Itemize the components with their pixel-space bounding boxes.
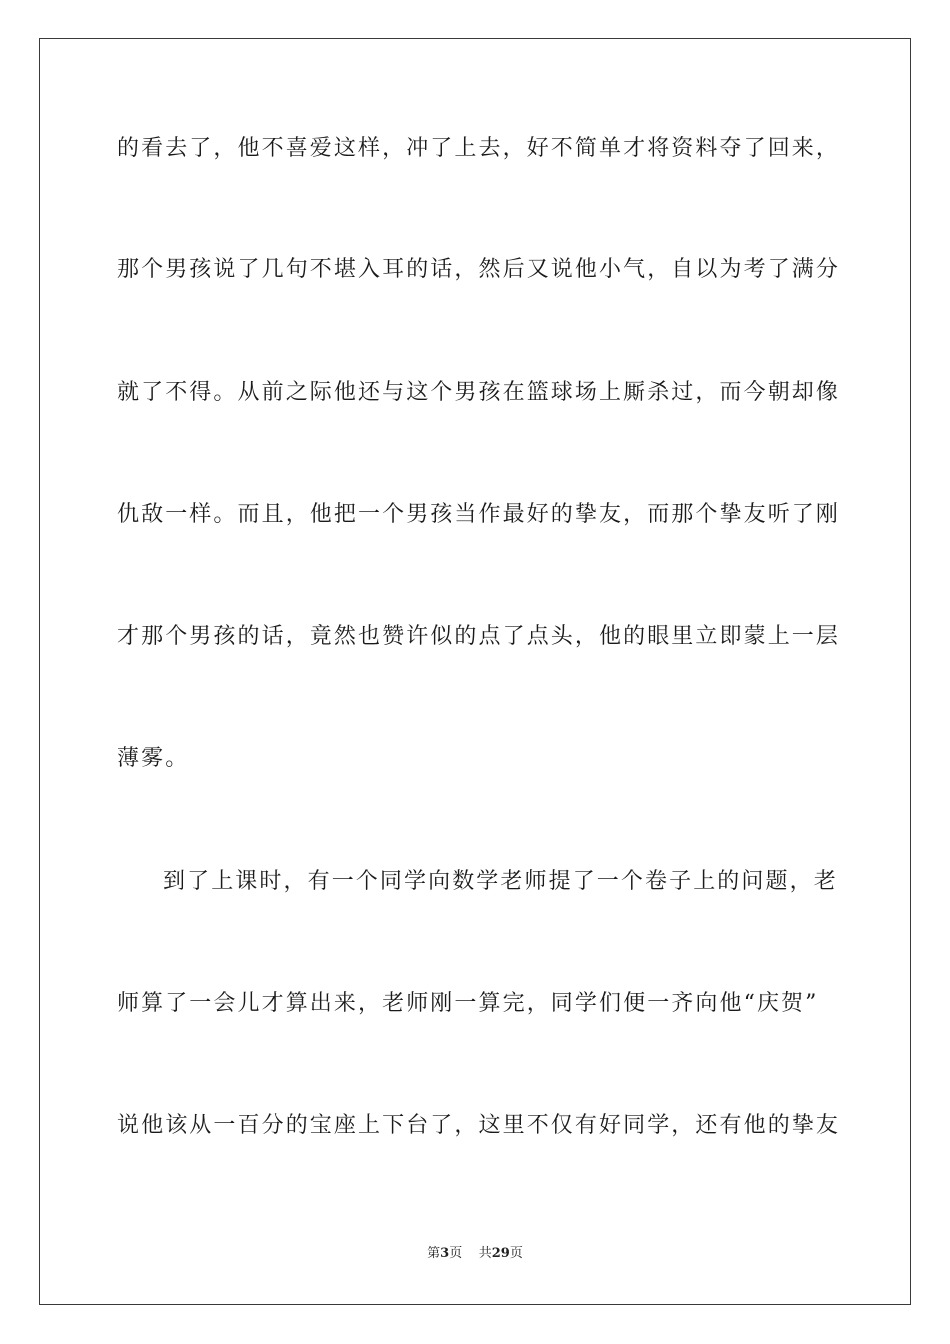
body-text-line-5: 才那个男孩的话，竟然也赞许似的点了点头，他的眼里立即蒙上一层 <box>117 624 841 649</box>
body-text-line-1: 的看去了，他不喜爱这样，冲了上去，好不简单才将资料夺了回来， <box>117 136 841 161</box>
body-text-line-3: 就了不得。从前之际他还与这个男孩在篮球场上厮杀过，而今朝却像 <box>117 380 841 405</box>
page-suffix: 页 <box>449 1246 463 1261</box>
body-text-line-4: 仇敌一样。而且，他把一个男孩当作最好的挚友，而那个挚友听了刚 <box>117 502 841 527</box>
page-number: 3 <box>440 1246 450 1261</box>
body-text-line-6: 薄雾。 <box>117 746 190 771</box>
paragraph-2-line-3: 说他该从一百分的宝座上下台了，这里不仅有好同学，还有他的挚友 <box>117 1113 841 1138</box>
page-prefix: 第 <box>427 1246 441 1261</box>
body-text-line-2: 那个男孩说了几句不堪入耳的话，然后又说他小气，自以为考了满分 <box>117 257 841 282</box>
paragraph-2-line-1: 到了上课时，有一个同学向数学老师提了一个卷子上的问题，老 <box>163 869 838 894</box>
total-pages: 29 <box>491 1246 510 1261</box>
paragraph-2-line-2: 师算了一会儿才算出来，老师刚一算完，同学们便一齐向他“庆贺” <box>117 991 819 1016</box>
total-prefix: 共 <box>478 1246 492 1261</box>
page-footer <box>0 1245 950 1263</box>
total-suffix: 页 <box>509 1246 523 1261</box>
